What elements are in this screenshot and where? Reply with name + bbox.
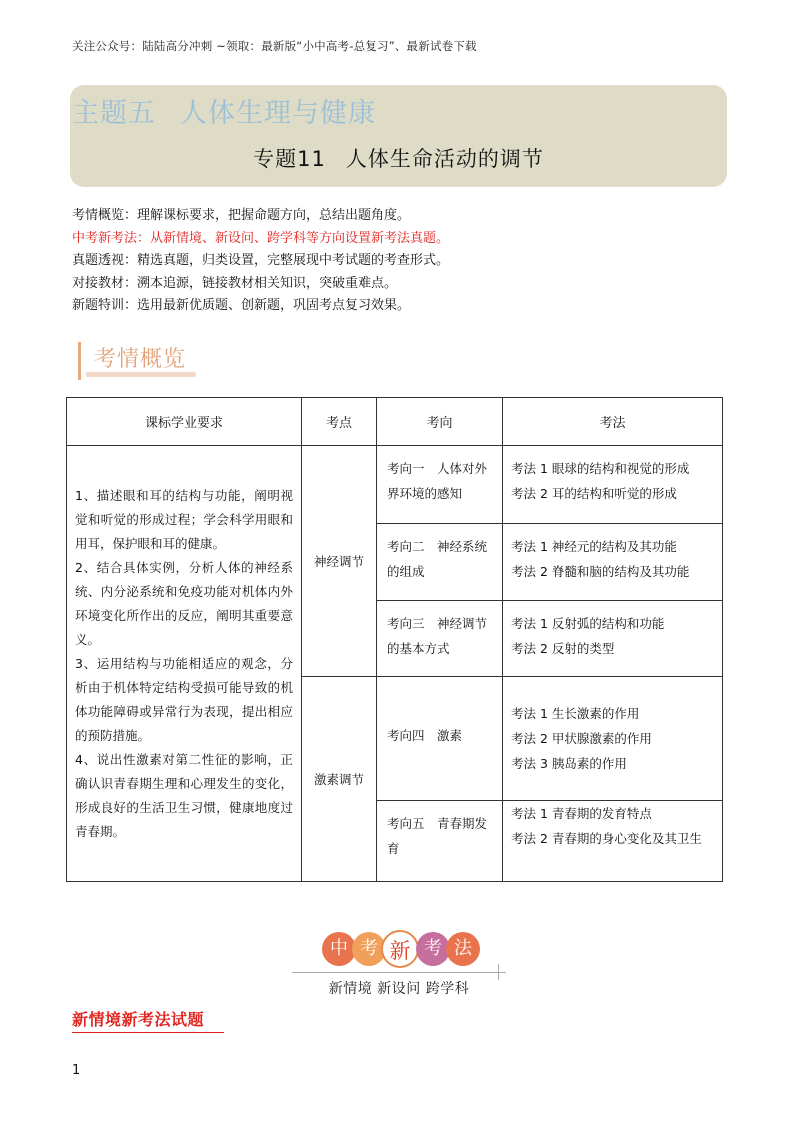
method-item: 考法 1 眼球的结构和视觉的形成	[511, 461, 690, 476]
direction-cell: 考向五 青春期发育	[377, 801, 503, 882]
intro-line: 对接教材：溯本追源，链接教材相关知识，突破重难点。	[72, 275, 398, 291]
new-method-questions-title-text: 新情境新考法试题	[72, 1010, 205, 1029]
header-direction: 考向	[377, 398, 503, 446]
theme-title	[72, 91, 400, 130]
theme-name: 人体生理与健康	[180, 98, 376, 129]
header-requirements: 课标学业要求	[67, 398, 302, 446]
method-item: 考法 2 反射的类型	[511, 641, 615, 656]
requirements-cell	[67, 446, 302, 882]
header-note: 关注公众号：陆陆高分冲刺 ~领取：最新版“小中高考-总复习”、最新试卷下载	[72, 39, 477, 53]
table-header-row	[67, 398, 723, 446]
intro-list	[72, 205, 449, 318]
method-item: 考法 2 耳的结构和听觉的形成	[511, 486, 677, 501]
method-cell	[503, 601, 723, 677]
logo-char-circle-emphasis: 新	[381, 930, 419, 968]
section-title-bar	[78, 342, 81, 380]
zhongkao-new-method-logo	[292, 928, 506, 1000]
logo-char-circle: 考	[416, 932, 450, 966]
method-item: 考法 1 青春期的发育特点	[511, 806, 652, 821]
method-item: 考法 1 生长激素的作用	[511, 706, 640, 721]
method-item: 考法 1 神经元的结构及其功能	[511, 539, 677, 554]
intro-line: 新题特训：选用最新优质题、创新题，巩固考点复习效果。	[72, 298, 411, 314]
method-cell	[503, 801, 723, 882]
new-method-questions-title	[72, 1007, 204, 1030]
logo-char-circle: 中	[322, 932, 356, 966]
section-title-text: 考情概览	[94, 347, 187, 372]
topic-number: 专题11	[253, 147, 326, 171]
knowledge-cell: 神经调节	[302, 446, 377, 677]
topic-name: 人体生命活动的调节	[345, 147, 544, 171]
method-cell	[503, 677, 723, 801]
method-cell	[503, 446, 723, 524]
section-title	[78, 336, 196, 382]
direction-cell: 考向三 神经调节的基本方式	[377, 601, 503, 677]
theme-number: 主题五	[72, 98, 156, 129]
requirement-item: 3、运用结构与功能相适应的观念，分析由于机体特定结构受损可能导致的机体功能障碍或异常行为表现，提出相应的预防措施。	[75, 655, 293, 743]
direction-cell: 考向四 激素	[377, 677, 503, 801]
intro-line: 考情概览：理解课标要求，把握命题方向，总结出题角度。	[72, 208, 411, 223]
intro-line: 真题透视：精选真题，归类设置，完整展现中考试题的考查形式。	[72, 253, 450, 269]
method-item: 考法 1 反射弧的结构和功能	[511, 616, 665, 631]
header-method: 考法	[503, 398, 723, 446]
logo-char-circle: 法	[446, 932, 480, 966]
exam-overview-table	[66, 397, 723, 882]
intro-line-highlight: 中考新考法：从新情境、新设问、跨学科等方向设置新考法真题。	[72, 230, 450, 246]
requirement-item: 1、描述眼和耳的结构与功能，阐明视觉和听觉的形成过程；学会科学用眼和用耳，保护眼和耳的健康。	[75, 487, 293, 551]
method-item: 考法 2 青春期的身心变化及其卫生	[511, 831, 702, 846]
page-number: 1	[72, 1063, 81, 1078]
requirement-item: 2、结合具体实例，分析人体的神经系统、内分泌系统和免疫功能对机体内外环境变化所作出的反应，阐明其重要意义。	[75, 559, 293, 647]
direction-cell: 考向一 人体对外界环境的感知	[377, 446, 503, 524]
method-item: 考法 3 胰岛素的作用	[511, 756, 627, 771]
title-banner	[70, 85, 727, 187]
table-row	[67, 446, 723, 524]
logo-subtitle: 新情境 新设问 跨学科	[328, 981, 470, 997]
logo-char-circle: 考	[352, 932, 386, 966]
method-item: 考法 2 脊髓和脑的结构及其功能	[511, 564, 690, 579]
title-underline	[72, 1032, 224, 1033]
direction-cell: 考向二 神经系统的组成	[377, 524, 503, 601]
header-knowledge: 考点	[302, 398, 377, 446]
method-cell	[503, 524, 723, 601]
requirement-item: 4、说出性激素对第二性征的影响，正确认识青春期生理和心理发生的变化，形成良好的生活卫生习惯，健康地度过青春期。	[75, 751, 293, 839]
method-item: 考法 2 甲状腺激素的作用	[511, 731, 652, 746]
knowledge-cell: 激素调节	[302, 677, 377, 882]
logo-divider	[292, 972, 506, 973]
topic-title	[70, 143, 727, 173]
